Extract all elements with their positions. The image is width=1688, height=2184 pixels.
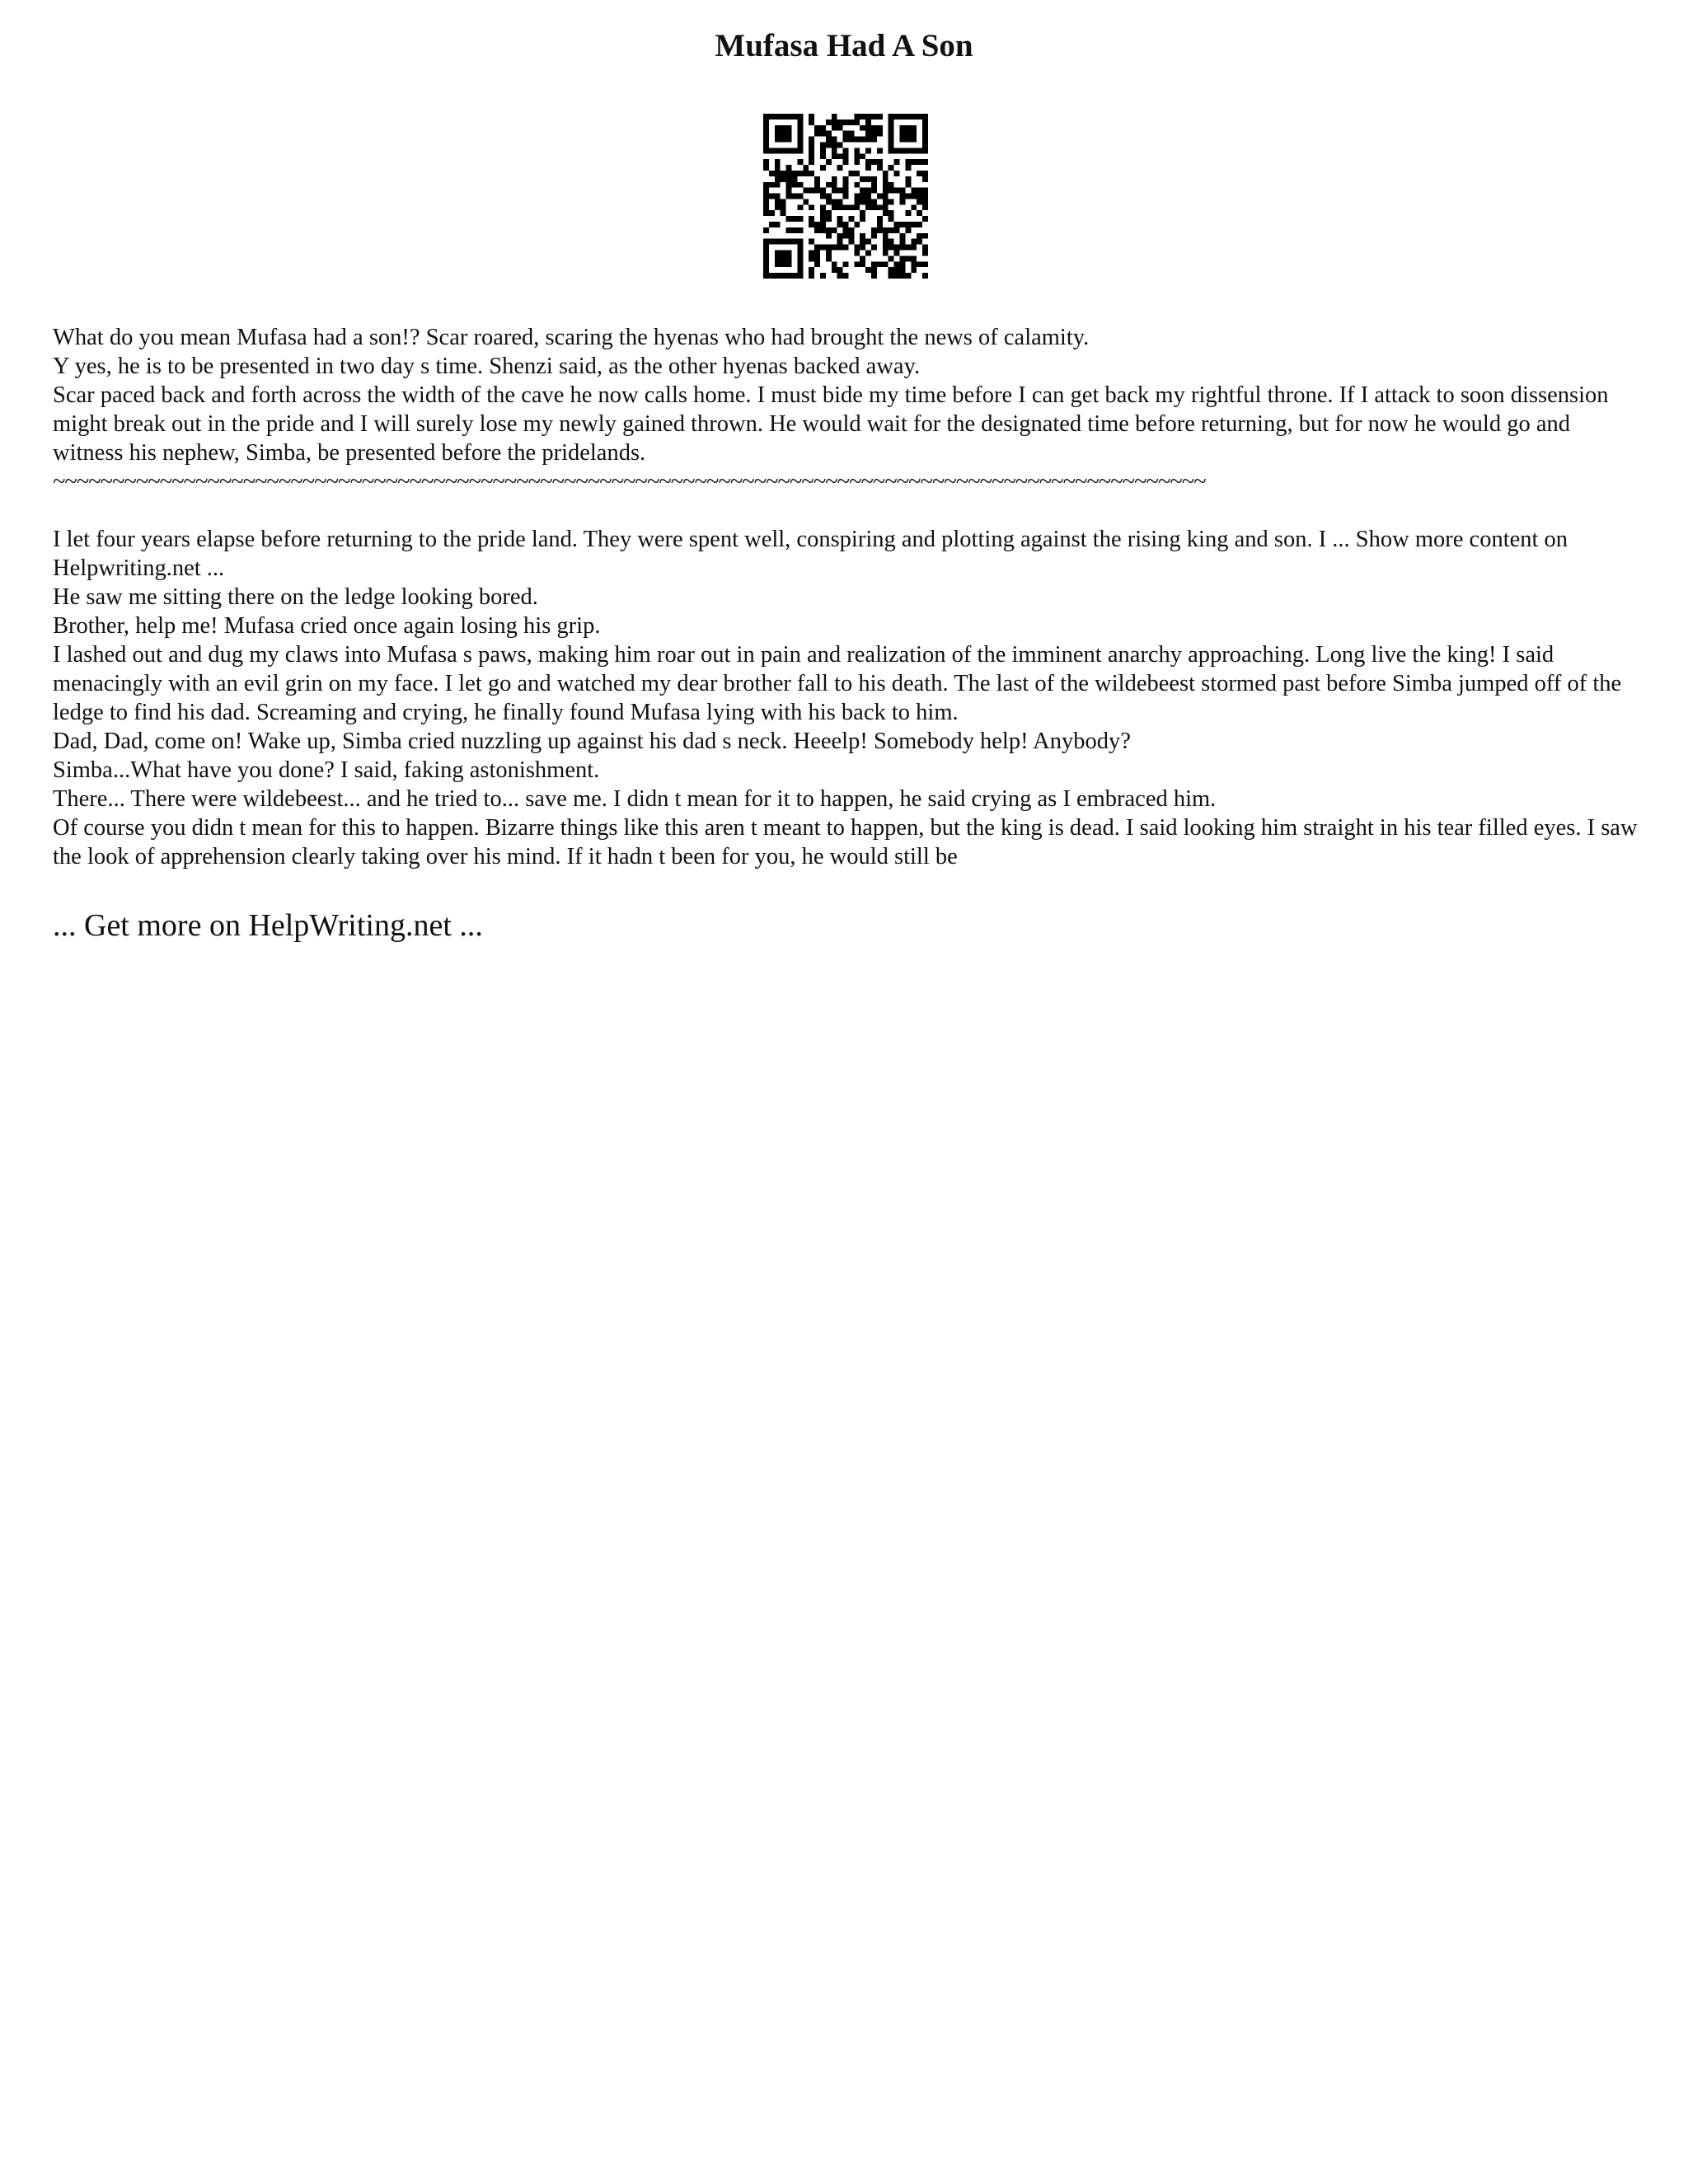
qr-code-icon [763, 114, 928, 279]
document-title: Mufasa Had A Son [715, 28, 973, 63]
get-more-link[interactable]: ... Get more on HelpWriting.net ... [53, 908, 483, 943]
paragraph: Of course you didn t mean for this to happen. Bizarre things like this aren t meant to happen, but the king is dead. I said looking him straight in his tear filled eyes. I saw the look of apprehension clearly taking over his mind. If it hadn t been for you, he would still be [53, 815, 1638, 869]
paragraph: Dad, Dad, come on! Wake up, Simba cried nuzzling up against his dad s neck. Heeelp! Somebody help! Anybody? [53, 729, 1131, 754]
paragraph: Simba...What have you done? I said, faking astonishment. [53, 757, 600, 783]
paragraph: He saw me sitting there on the ledge looking bored. [53, 584, 538, 610]
document-body [53, 323, 1643, 871]
paragraph: Brother, help me! Mufasa cried once again losing his grip. [53, 613, 601, 639]
divider-tildes: ~~~~~~~~~~~~~~~~~~~~~~~~~~~~~~~~~~~~~~~~~~~~~~~~~~~~~~~~~~~~~~~~~~~~~~~~~~~~~~~~~~~~~~~~~~~~~~~~~ [53, 469, 1206, 494]
paragraph: Y yes, he is to be presented in two day s time. Shenzi said, as the other hyenas backed away. [53, 354, 921, 379]
paragraph: I let four years elapse before returning to the pride land. They were spent well, conspiring and plotting against the rising king and son. I ... Show more content on Helpwriting.net ... [53, 527, 1568, 581]
paragraph: Scar paced back and forth across the width of the cave he now calls home. I must bide my time before I can get back my rightful throne. If I attack to soon dissension might break out in the pride and I will surely lose my newly gained thrown. He would wait for the designated time before returning, but for now he would go and witness his nephew, Simba, be presented before the pridelands. [53, 382, 1609, 466]
paragraph: There... There were wildebeest... and he tried to... save me. I didn t mean for it to happen, he said crying as I embraced him. [53, 786, 1217, 812]
paragraph: What do you mean Mufasa had a son!? Scar roared, scaring the hyenas who had brought the news of calamity. [53, 325, 1090, 350]
spacer [53, 496, 1643, 525]
paragraph: I lashed out and dug my claws into Mufasa s paws, making him roar out in pain and realization of the imminent anarchy approaching. Long live the king! I said menacingly with an evil grin on my face. I let go and watched my dear brother fall to his death. The last of the wildebeest stormed past before Simba jumped off of the ledge to find his dad. Screaming and crying, he finally found Mufasa lying with his back to him. [53, 642, 1622, 725]
